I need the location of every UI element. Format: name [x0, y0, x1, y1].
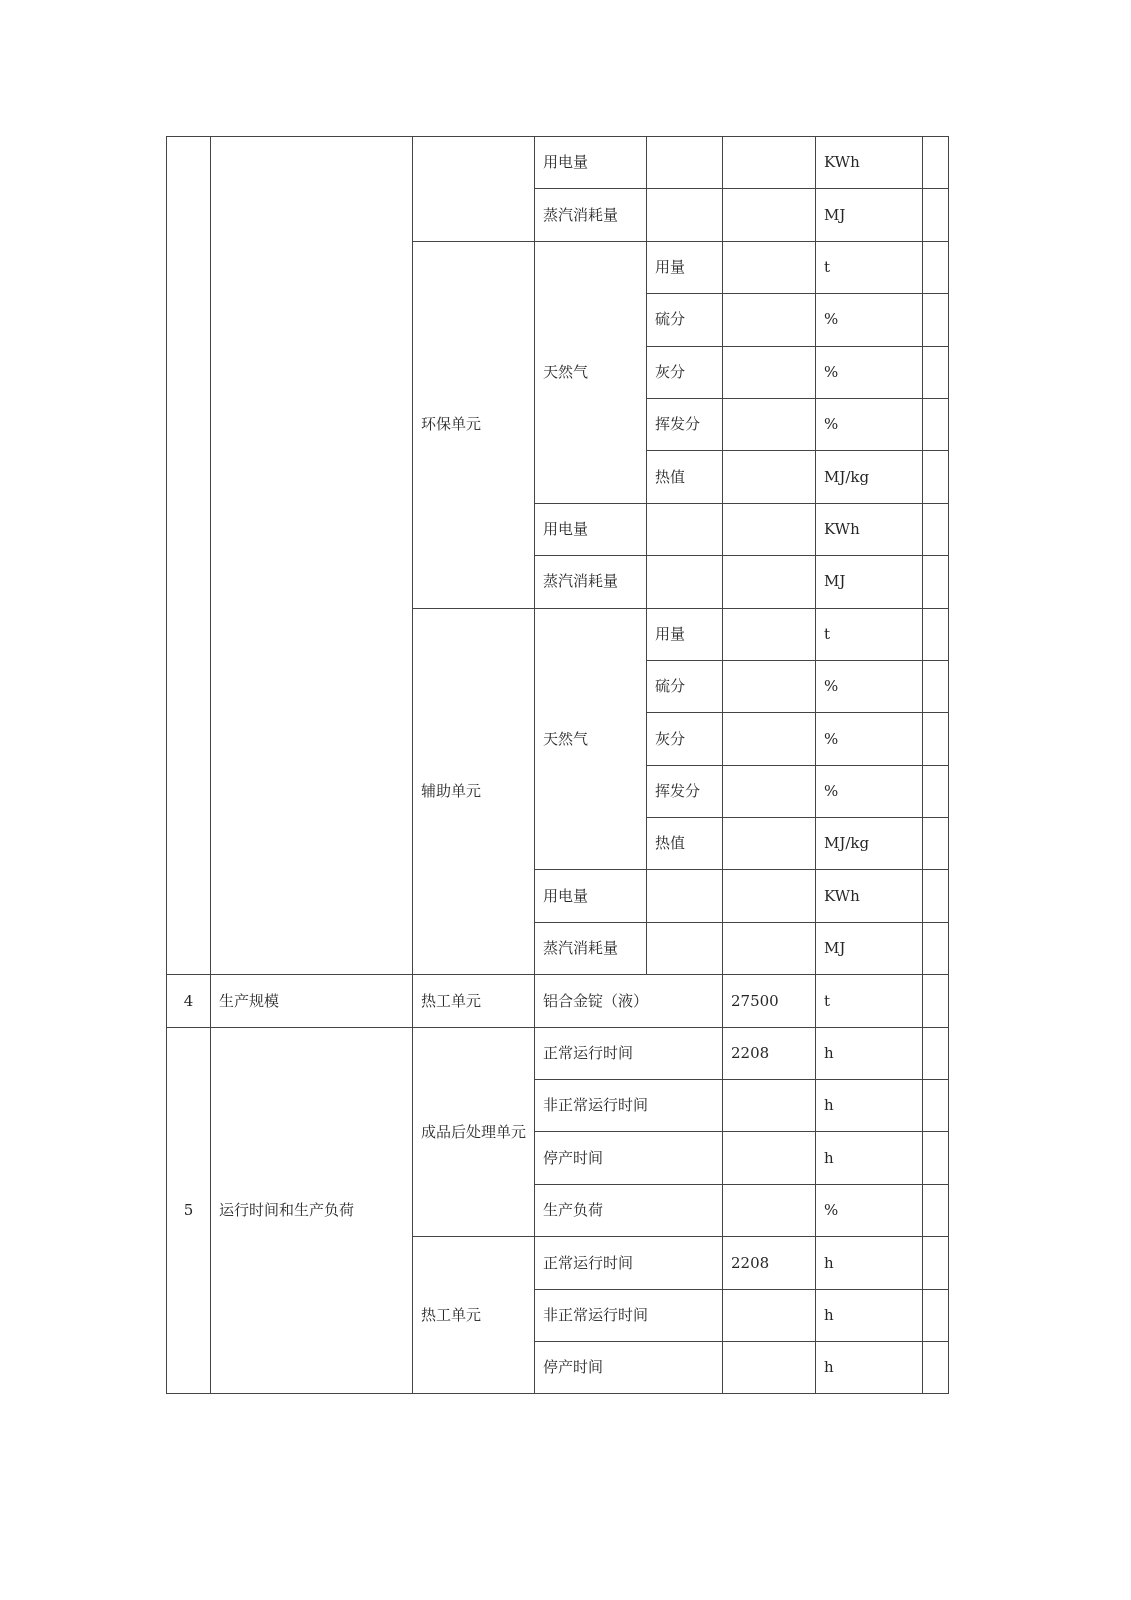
empty-cell	[923, 556, 949, 608]
empty-cell	[647, 870, 723, 922]
empty-cell	[923, 922, 949, 974]
spec-table-body	[167, 137, 949, 1394]
usage-label: 用量	[647, 241, 723, 293]
empty-cell	[723, 765, 816, 817]
empty-cell	[923, 975, 949, 1027]
unit-h: h	[816, 1237, 923, 1289]
abnormal-operating-time-label: 非正常运行时间	[535, 1080, 723, 1132]
unit-h: h	[816, 1289, 923, 1341]
steam-consumption-label: 蒸汽消耗量	[535, 556, 647, 608]
unit-percent: %	[816, 294, 923, 346]
volatile-matter-label: 挥发分	[647, 765, 723, 817]
empty-cell	[923, 660, 949, 712]
empty-cell	[647, 556, 723, 608]
unit-h: h	[816, 1341, 923, 1393]
sulfur-content-label: 硫分	[647, 660, 723, 712]
unit-mj-per-kg: MJ/kg	[816, 818, 923, 870]
normal-operating-time-value: 2208	[723, 1237, 816, 1289]
unit-percent: %	[816, 765, 923, 817]
empty-cell	[923, 189, 949, 241]
empty-cell	[923, 241, 949, 293]
empty-cell	[647, 137, 723, 189]
unit-kwh: KWh	[816, 870, 923, 922]
auxiliary-unit-label: 辅助单元	[413, 608, 535, 975]
empty-cell	[923, 608, 949, 660]
empty-cell	[923, 1027, 949, 1079]
empty-cell	[923, 398, 949, 450]
electricity-consumption-label: 用电量	[535, 870, 647, 922]
empty-cell	[647, 189, 723, 241]
unit-mj: MJ	[816, 189, 923, 241]
empty-cell	[723, 451, 816, 503]
empty-cell	[723, 241, 816, 293]
natural-gas-label: 天然气	[535, 608, 647, 870]
shutdown-time-label: 停产时间	[535, 1132, 723, 1184]
unit-kwh: KWh	[816, 137, 923, 189]
table-row	[167, 1027, 949, 1079]
empty-cell	[723, 398, 816, 450]
empty-cell	[923, 1289, 949, 1341]
normal-operating-time-label: 正常运行时间	[535, 1027, 723, 1079]
empty-cell	[923, 818, 949, 870]
ash-content-label: 灰分	[647, 346, 723, 398]
empty-cell	[923, 1341, 949, 1393]
abnormal-operating-time-label: 非正常运行时间	[535, 1289, 723, 1341]
production-scale-label: 生产规模	[211, 975, 413, 1027]
empty-cell	[923, 713, 949, 765]
empty-cell	[647, 503, 723, 555]
empty-cell	[723, 346, 816, 398]
empty-cell	[723, 660, 816, 712]
thermal-unit-label: 热工单元	[413, 1237, 535, 1394]
empty-cell	[923, 765, 949, 817]
unit-h: h	[816, 1132, 923, 1184]
empty-cell	[723, 1184, 816, 1236]
unit-percent: %	[816, 346, 923, 398]
row-number-4: 4	[167, 975, 211, 1027]
row-number-5: 5	[167, 1027, 211, 1394]
section-category-cell	[211, 137, 413, 975]
post-processing-unit-label: 成品后处理单元	[413, 1027, 535, 1237]
production-scale-value: 27500	[723, 975, 816, 1027]
unit-kwh: KWh	[816, 503, 923, 555]
volatile-matter-label: 挥发分	[647, 398, 723, 450]
shutdown-time-label: 停产时间	[535, 1341, 723, 1393]
aluminum-alloy-ingot-liquid-label: 铝合金锭（液）	[535, 975, 723, 1027]
normal-operating-time-value: 2208	[723, 1027, 816, 1079]
unit-mj: MJ	[816, 922, 923, 974]
spec-table	[166, 136, 949, 1394]
unit-t: t	[816, 975, 923, 1027]
empty-cell	[923, 137, 949, 189]
environmental-unit-label: 环保单元	[413, 241, 535, 608]
empty-cell	[923, 503, 949, 555]
table-row	[167, 975, 949, 1027]
unit-percent: %	[816, 713, 923, 765]
steam-consumption-label: 蒸汽消耗量	[535, 189, 647, 241]
unit-percent: %	[816, 1184, 923, 1236]
empty-cell	[723, 818, 816, 870]
electricity-consumption-label: 用电量	[535, 503, 647, 555]
electricity-consumption-label: 用电量	[535, 137, 647, 189]
empty-cell	[923, 294, 949, 346]
unit-mj: MJ	[816, 556, 923, 608]
empty-cell	[923, 1184, 949, 1236]
empty-cell	[723, 713, 816, 765]
empty-cell	[723, 137, 816, 189]
empty-cell	[923, 451, 949, 503]
empty-cell	[923, 1132, 949, 1184]
empty-cell	[723, 556, 816, 608]
calorific-value-label: 热值	[647, 451, 723, 503]
empty-cell	[723, 1289, 816, 1341]
normal-operating-time-label: 正常运行时间	[535, 1237, 723, 1289]
unit-percent: %	[816, 398, 923, 450]
sulfur-content-label: 硫分	[647, 294, 723, 346]
unit-t: t	[816, 241, 923, 293]
production-load-label: 生产负荷	[535, 1184, 723, 1236]
unit-percent: %	[816, 660, 923, 712]
empty-cell	[647, 922, 723, 974]
unit-h: h	[816, 1027, 923, 1079]
empty-cell	[723, 503, 816, 555]
unit-mj-per-kg: MJ/kg	[816, 451, 923, 503]
table-row	[167, 137, 949, 189]
operating-time-and-load-label: 运行时间和生产负荷	[211, 1027, 413, 1394]
unit-h: h	[816, 1080, 923, 1132]
unit-t: t	[816, 608, 923, 660]
empty-cell	[723, 870, 816, 922]
empty-cell	[723, 922, 816, 974]
empty-cell	[723, 608, 816, 660]
empty-cell	[923, 1080, 949, 1132]
empty-cell	[723, 1132, 816, 1184]
section-index-cell	[167, 137, 211, 975]
empty-cell	[923, 1237, 949, 1289]
thermal-unit-label: 热工单元	[413, 975, 535, 1027]
steam-consumption-label: 蒸汽消耗量	[535, 922, 647, 974]
unit-group-cell	[413, 137, 535, 242]
empty-cell	[723, 189, 816, 241]
empty-cell	[723, 1341, 816, 1393]
empty-cell	[923, 346, 949, 398]
empty-cell	[923, 870, 949, 922]
natural-gas-label: 天然气	[535, 241, 647, 503]
empty-cell	[723, 1080, 816, 1132]
ash-content-label: 灰分	[647, 713, 723, 765]
calorific-value-label: 热值	[647, 818, 723, 870]
usage-label: 用量	[647, 608, 723, 660]
empty-cell	[723, 294, 816, 346]
